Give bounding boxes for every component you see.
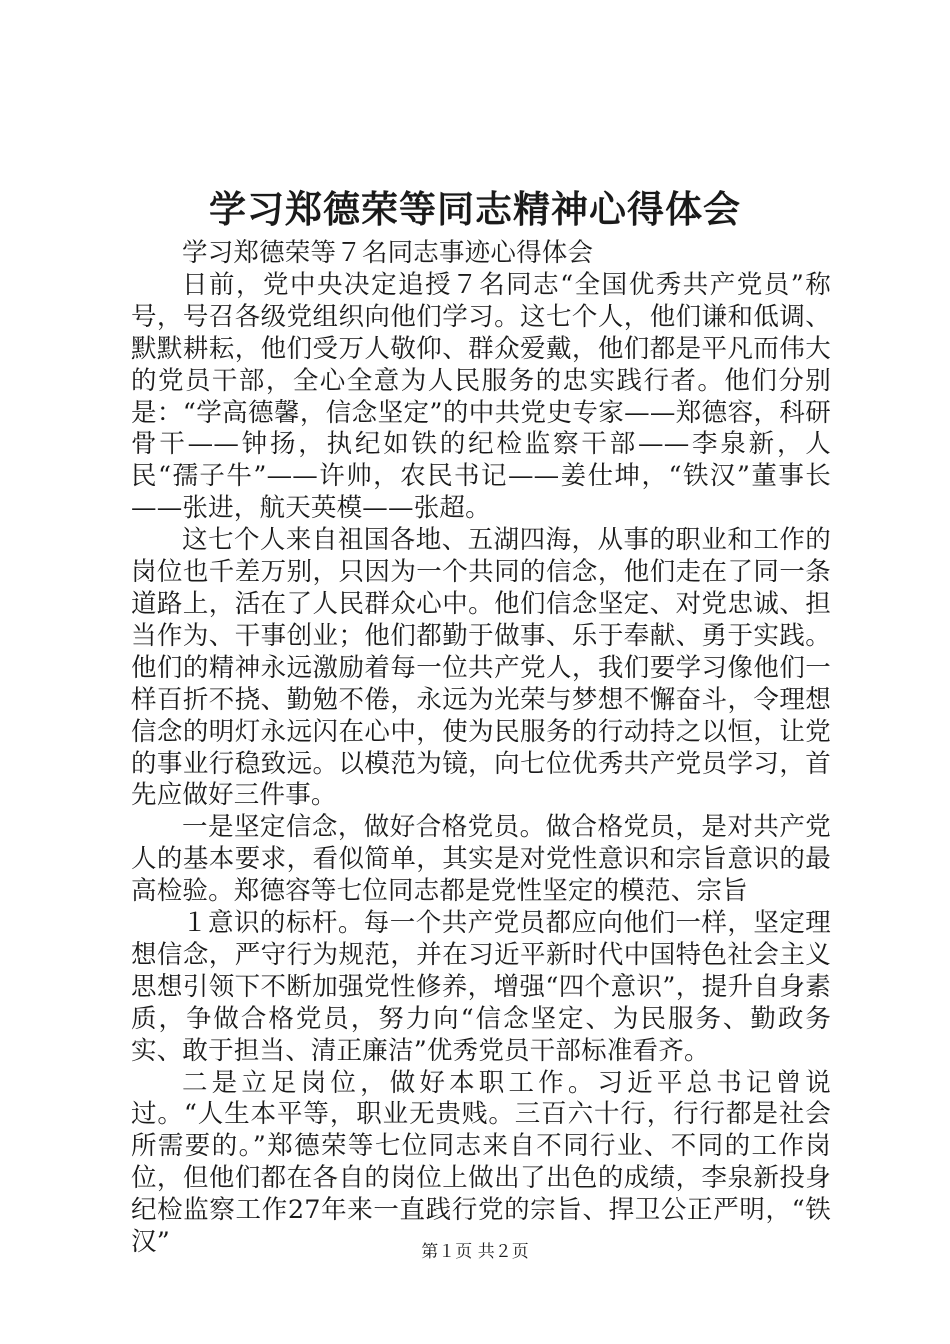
point-one-paragraph: 一是坚定信念，做好合格党员。做合格党员，是对共产党人的基本要求，看似简单，其实是对党性意识和宗旨意识的最高检验。郑德容等七位同志都是党性坚定的模范、宗旨 — [131, 812, 831, 907]
seven-people-paragraph: 这七个人来自祖国各地、五湖四海，从事的职业和工作的岗位也千差万别，只因为一个共同的信念，他们走在了同一条道路上，活在了人民群众心中。他们信念坚定、对党忠诚、担当作为、干事创业；他们都勤于做事、乐于奉献、勇于实践。他们的精神永远激励着每一位共产党人，我们要学习像他们一样百折不挠、勤勉不倦，永远为光荣与梦想不懈奋斗，令理想信念的明灯永远闪在心中，使为民服务的行动持之以恒，让党的事业行稳致远。以模范为镜，向七位优秀共产党员学习，首先应做好三件事。 — [131, 525, 831, 811]
point-one-continued-paragraph: １意识的标杆。每一个共产党员都应向他们一样，坚定理想信念，严守行为规范，并在习近平新时代中国特色社会主义思想引领下不断加强党性修养，增强“四个意识”，提升自身素质，争做合格党员，努力向“信念坚定、为民服务、勤政务实、敢于担当、清正廉洁”优秀党员干部标准看齐。 — [131, 908, 831, 1066]
page-number-footer: 第１页 共２页 — [421, 1242, 529, 1262]
subtitle-paragraph: 学习郑德荣等７名同志事迹心得体会 — [182, 238, 594, 268]
intro-paragraph: 日前，党中央决定追授７名同志“全国优秀共产党员”称号，号召各级党组织向他们学习。这七个人，他们谦和低调、默默耕耘，他们受万人敬仰、群众爱戴，他们都是平凡而伟大的党员干部，全心全意为人民服务的忠实践行者。他们分别是：“学高德馨，信念坚定”的中共党史专家——郑德容，科研骨干——钟扬，执纪如铁的纪检监察干部——李泉新，人民“孺子牛”——许帅，农民书记——姜仕坤，“铁汉”董事长——张进，航天英模——张超。 — [131, 269, 831, 524]
document-body — [131, 238, 831, 1259]
document-title: 学习郑德荣等同志精神心得体会 — [209, 188, 741, 231]
point-two-paragraph: 二是立足岗位，做好本职工作。习近平总书记曾说过。“人生本平等，职业无贵贱。三百六十行，行行都是社会所需要的。”郑德荣等七位同志来自不同行业、不同的工作岗位，但他们都在各自的岗位上做出了出色的成绩，李泉新投身纪检监察工作27年来一直践行党的宗旨、捍卫公正严明，“铁汉” — [131, 1067, 831, 1258]
